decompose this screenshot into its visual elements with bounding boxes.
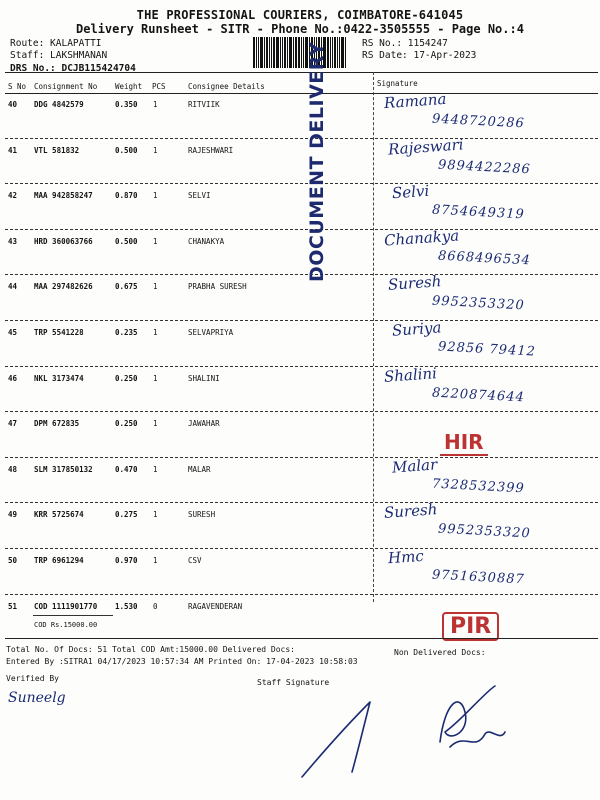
document-delivery-stamp: DOCUMENT DELIVERY [306,41,328,282]
row-pcs: 1 [153,328,158,337]
row-cod-note: COD Rs.15000.00 [34,620,98,629]
row-sno: 46 [8,373,18,383]
row-consignee: CHANAKYA [188,236,225,246]
entered-by-line: Entered By :SITRA1 04/17/2023 10:57:34 AM Printed On: 17-04-2023 10:58:03 [6,657,358,666]
row-signature: Malar [391,455,438,477]
row-weight: 0.235 [115,328,138,337]
row-signature: Suresh [383,500,438,523]
row-separator [5,411,598,412]
row-pcs: 1 [153,556,158,565]
row-sno: 42 [8,191,18,201]
row-pcs: 1 [153,510,158,520]
row-signature: Shalini [383,363,438,386]
col-consignee: Consignee Details [188,82,265,91]
verifier-signature: Suneelg [8,690,66,706]
row-signature-phone: 9952353320 [437,521,532,542]
row-consignment: COD 1111901770 [34,601,98,611]
row-signature-phone: 7328532399 [431,476,526,497]
table-header-border [5,93,598,94]
row-consignment: TRP 6961294 [34,556,84,565]
row-pcs: 1 [153,464,158,474]
row-consignee: SURESH [188,510,216,520]
company-title: THE PROFESSIONAL COURIERS, COIMBATORE-641045 [136,8,464,22]
route-label: Route: KALAPATTI [10,38,102,49]
row-consignment: HRD 360063766 [34,236,93,246]
row-signature: Hmc [387,546,425,568]
row-sno: 49 [8,510,18,520]
col-signature: Signature [377,79,418,88]
row-separator [5,502,598,503]
staff-label: Staff: LAKSHMANAN [10,50,108,61]
row-signature-phone: 8220874644 [431,385,526,406]
footer-divider [5,638,598,639]
row-signature: Ramana [383,89,447,113]
totals-line: Total No. Of Docs: 51 Total COD Amt:15000.00 Delivered Docs: [6,645,295,654]
row-signature-phone: 8754649319 [431,202,526,223]
row-signature: Chanakya [383,226,460,250]
row-weight: 1.530 [115,601,138,611]
row-signature-phone: 92856 79412 [437,339,537,360]
row-pcs: 1 [153,191,158,201]
row-pcs: 0 [153,601,158,611]
row-consignee: SELVAPRIYA [188,328,234,337]
col-weight: Weight [115,82,143,91]
row-consignment: VTL 581832 [34,145,80,155]
row-pcs: 1 [153,373,158,383]
row-separator [5,320,598,321]
row-sno: 41 [8,145,18,155]
row-pcs: 1 [153,236,158,246]
row-sno: 47 [8,419,18,429]
col-consignment: Consignment No [34,82,98,91]
row-weight: 0.500 [115,145,138,155]
verified-by-label: Verified By [6,674,59,683]
row-consignee: RAGAVENDERAN [188,601,243,611]
signature-column-divider [373,72,374,602]
row-consignee: RITVIIK [188,100,220,109]
row-consignment: DDG 4842579 [34,100,84,109]
row-weight: 0.250 [115,373,138,383]
row-sno: 45 [8,328,18,337]
row-consignee: JAWAHAR [188,419,220,429]
status-stamp-row51: PIR [442,612,499,641]
row-signature-phone: 9751630887 [431,567,526,588]
row-signature-phone: 9894422286 [437,157,532,178]
row-signature-phone: 9952353320 [431,293,526,314]
row-pcs: 1 [153,145,158,155]
row-separator [5,457,598,458]
row-separator [5,229,598,230]
row-separator [5,138,598,139]
row-sno: 48 [8,464,18,474]
row-weight: 0.675 [115,282,138,292]
row-consignee: SHALINI [188,373,220,383]
table-top-border [5,72,598,73]
row-weight: 0.470 [115,464,138,474]
row-pcs: 1 [153,419,158,429]
rs-date: RS Date: 17-Apr-2023 [362,50,477,61]
row-separator [5,548,598,549]
cod-box-border [33,615,113,616]
row-weight: 0.350 [115,100,138,109]
row-consignee: PRABHA SURESH [188,282,247,292]
row-signature-phone: 8668496534 [437,248,532,269]
row-weight: 0.275 [115,510,138,520]
row-consignment: MAA 942858247 [34,191,93,201]
row-consignment: TRP 5541228 [34,328,84,337]
row-sno: 44 [8,282,18,292]
row-sno: 51 [8,601,18,611]
row-pcs: 1 [153,100,158,109]
row-signature-phone: 9448720286 [431,111,526,132]
row-consignee: CSV [188,556,202,565]
col-pcs: PCS [152,82,166,91]
staff-signature-label: Staff Signature [257,678,330,687]
row-weight: 0.250 [115,419,138,429]
row-sno: 50 [8,556,18,565]
rs-number: RS No.: 1154247 [362,38,448,49]
status-stamp-row47: HIR [440,430,488,456]
row-separator [5,366,598,367]
row-weight: 0.500 [115,236,138,246]
row-signature: Suriya [391,318,442,340]
non-delivered-label: Non Delivered Docs: [394,648,486,657]
row-consignee: RAJESHWARI [188,145,234,155]
row-consignee: SELVI [188,191,211,201]
row-signature: Suresh [387,272,442,295]
row-separator [5,274,598,275]
barcode [253,37,356,68]
row-signature: Selvi [391,181,430,203]
col-sno: S No [8,82,27,91]
row-weight: 0.970 [115,556,138,565]
row-signature: Rajeswari [387,134,465,159]
row-consignment: SLM 317850132 [34,464,93,474]
row-consignment: MAA 297482626 [34,282,93,292]
staff-signature-drawing [300,672,510,782]
row-consignee: MALAR [188,464,211,474]
row-consignment: DPM 672835 [34,419,80,429]
row-separator [5,594,598,595]
row-sno: 43 [8,236,18,246]
row-consignment: KRR 5725674 [34,510,84,520]
row-weight: 0.870 [115,191,138,201]
row-pcs: 1 [153,282,158,292]
row-consignment: NKL 3173474 [34,373,84,383]
row-sno: 40 [8,100,18,109]
row-separator [5,183,598,184]
runsheet-title: Delivery Runsheet - SITR - Phone No.:0422-3505555 - Page No.:4 [76,22,524,36]
drs-number: DRS No.: DCJB115424704 [10,63,136,74]
